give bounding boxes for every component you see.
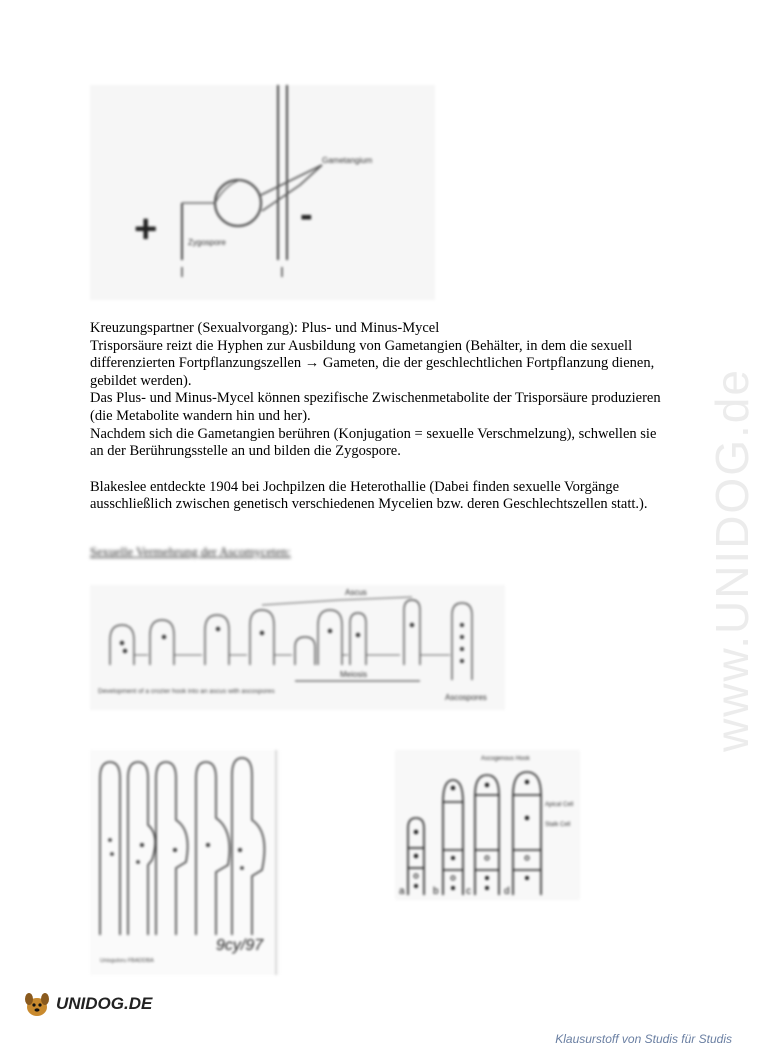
figure-caption: Development of a crozier hook into an ascus with ascospores <box>98 688 275 695</box>
gametangium-label: Gametangium <box>322 156 373 165</box>
body-text <box>90 320 670 514</box>
stage-letter: c <box>466 886 471 897</box>
paragraph: Trisporsäure reizt die Hyphen zur Ausbildung von Gametangien (Behälter, in dem die sexuell differenzierten Fortpflanzungszellen → Gameten, die der geschlechtlichen Fortpflanzung dienen, gebildet werden). <box>90 337 655 389</box>
hook-top-label: Ascogenous Hook <box>481 756 530 762</box>
section-heading: Sexuelle Vermehrung der Ascomyceten: <box>90 545 291 559</box>
crozier-development-figure <box>90 585 505 710</box>
zygospore-figure <box>90 85 435 300</box>
paragraph: Nachdem sich die Gametangien berühren (Konjugation = sexuelle Verschmelzung), schwellen sie an der Berührungsstelle an und bilden die Zygospore. <box>90 425 657 460</box>
ascus-label: Ascus <box>345 588 367 597</box>
paragraph: Blakeslee entdeckte 1904 bei Jochpilzen die Heterothallie (Dabei finden sexuelle Vorgänge ausschließlich zwischen genetisch verschiedenen Mycelien bzw. deren Geschlechtszellen statt.). <box>90 478 648 513</box>
ascogenous-hook-figure <box>395 750 580 900</box>
hyphae-sketch-figure <box>90 750 280 975</box>
stage-letter: a <box>399 886 405 897</box>
paragraph: Kreuzungspartner (Sexualvorgang): Plus- und Minus-Mycel <box>90 320 440 336</box>
unidog-logo[interactable] <box>22 990 152 1018</box>
stage-letter: b <box>433 886 439 897</box>
dog-mascot-icon <box>22 990 52 1018</box>
figure-credit: Unisguloru FBADDBA <box>100 958 154 964</box>
signature: 9cy/97 <box>216 937 264 954</box>
plus-sign: + <box>134 207 158 251</box>
zygospore-label: Zygospore <box>188 238 226 247</box>
stage-letter: d <box>504 886 510 897</box>
watermark: www.UNIDOG.de <box>706 368 758 752</box>
ascospores-label: Ascospores <box>445 693 487 702</box>
stalk-cell-label: Stalk Cell <box>545 822 571 828</box>
apical-cell-label: Apical Cell <box>545 802 574 808</box>
footer-tagline: Klausurstoff von Studis für Studis <box>555 1032 732 1046</box>
paragraph: Das Plus- und Minus-Mycel können spezifische Zwischenmetabolite der Trisporsäure produzieren (die Metabolite wandern hin und her). <box>90 390 661 424</box>
logo-text: UNIDOG.DE <box>56 994 153 1013</box>
meiosis-label: Meiosis <box>340 670 368 679</box>
minus-sign: - <box>300 194 313 236</box>
